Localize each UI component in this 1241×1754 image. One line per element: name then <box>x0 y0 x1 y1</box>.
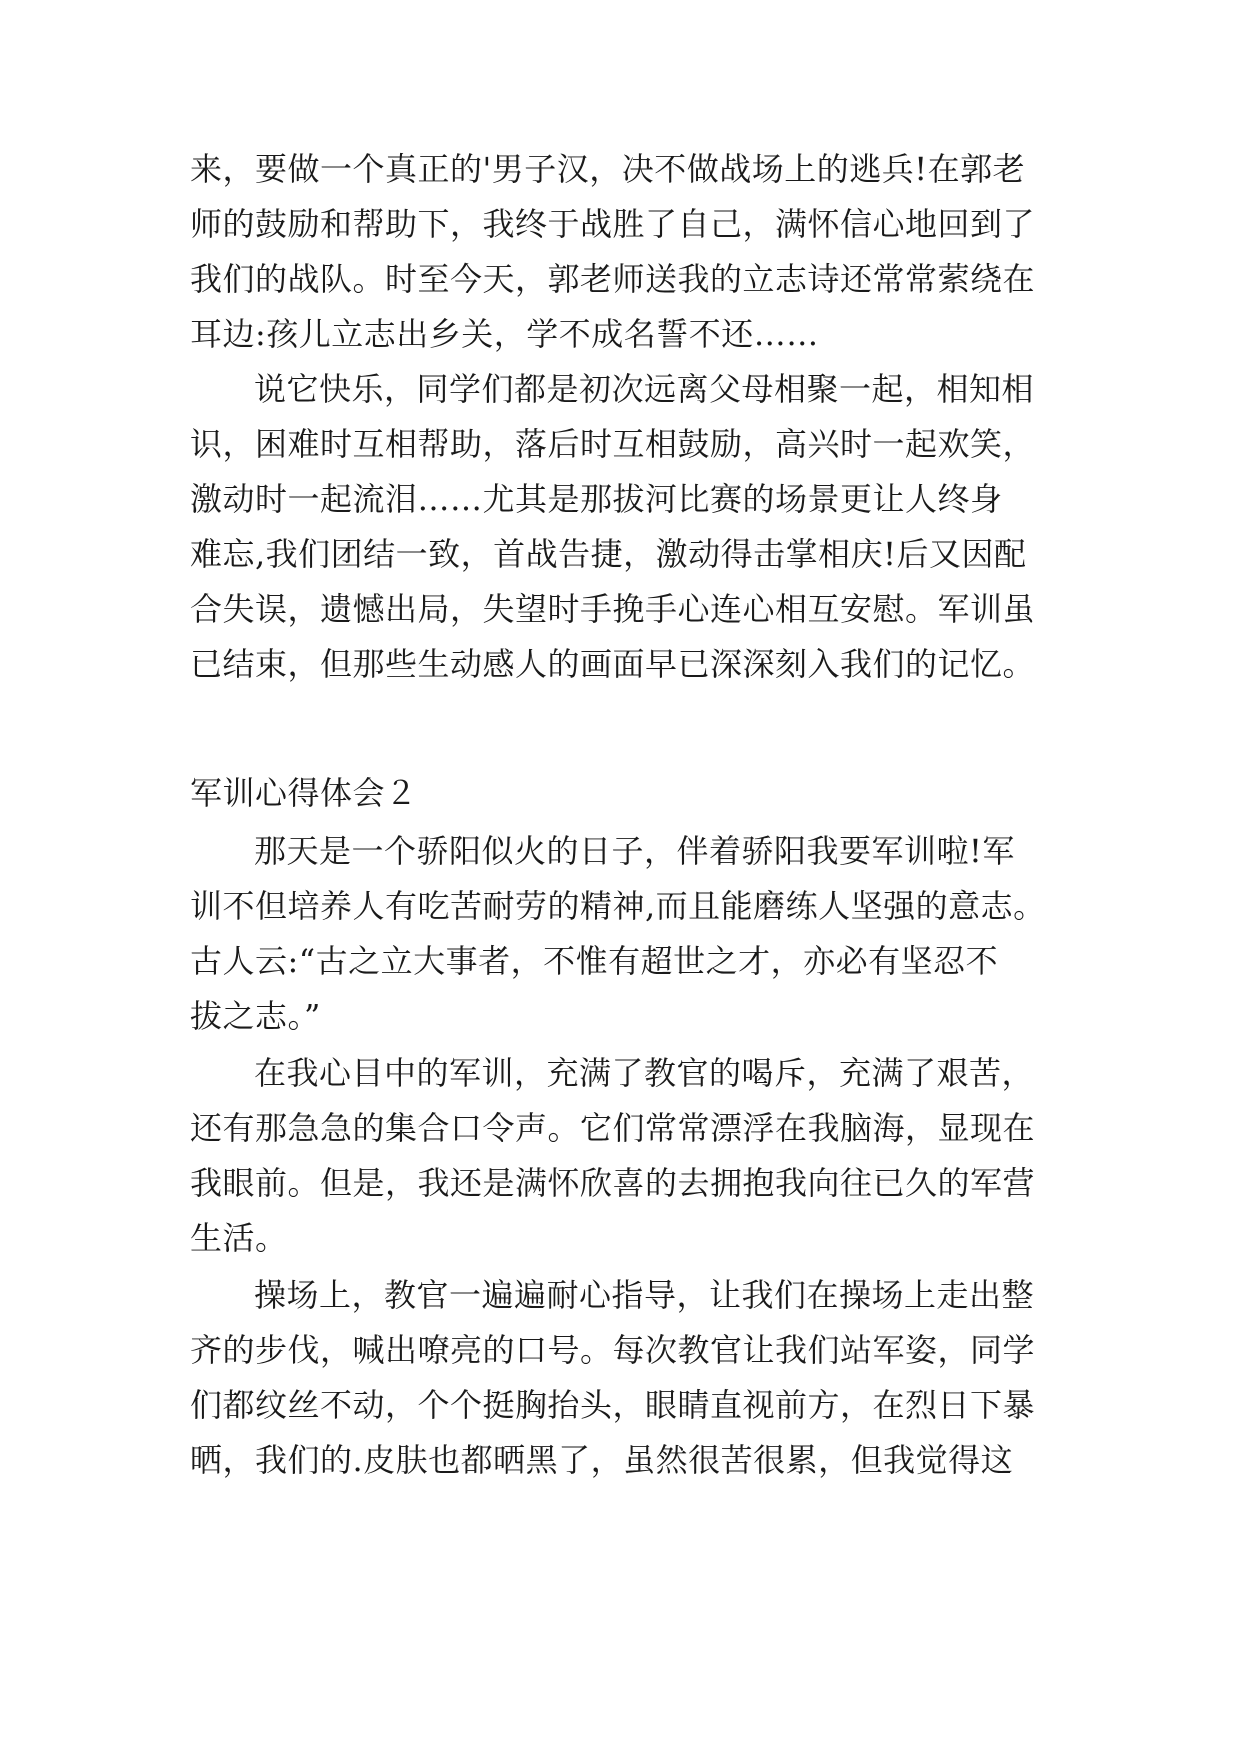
text-line: 难忘,我们团结一致，首战告捷，激动得击掌相庆!后又因配 <box>190 535 1027 573</box>
text-line: 我们的战队。时至今天，郭老师送我的立志诗还常常萦绕在 <box>190 260 1036 298</box>
text-line: 师的鼓励和帮助下，我终于战胜了自己，满怀信心地回到了 <box>190 205 1036 243</box>
text-line: 激动时一起流泪……尤其是那拔河比赛的场景更让人终身 <box>190 480 1003 518</box>
section-title: 军训心得体会２ <box>190 774 418 812</box>
text-line: 还有那急急的集合口令声。它们常常漂浮在我脑海，显现在 <box>190 1109 1036 1147</box>
text-line: 拔之志。” <box>190 997 321 1035</box>
text-line: 来，要做一个真正的'男子汉，决不做战场上的逃兵!在郭老 <box>190 150 1026 188</box>
text-line: 我眼前。但是，我还是满怀欣喜的去拥抱我向往已久的军营 <box>190 1164 1036 1202</box>
paragraph-training-ground <box>190 1268 1050 1488</box>
text-line: 操场上，教官一遍遍耐心指导，让我们在操场上走出整 <box>254 1276 1035 1314</box>
paragraph-happiness <box>190 362 1050 692</box>
text-line: 合失误，遗憾出局，失望时手挽手心连心相互安慰。军训虽 <box>190 590 1036 628</box>
text-line: 耳边:孩儿立志出乡关，学不成名誓不还…… <box>190 315 819 353</box>
text-line: 说它快乐，同学们都是初次远离父母相聚一起，相知相 <box>254 370 1035 408</box>
paragraph-intro <box>190 824 1050 1044</box>
paragraph-continuation <box>190 142 1050 362</box>
text-line: 已结束，但那些生动感人的画面早已深深刻入我们的记忆。 <box>190 645 1036 683</box>
text-line: 晒，我们的.皮肤也都晒黑了，虽然很苦很累，但我觉得这 <box>190 1441 1014 1479</box>
text-line: 识，困难时互相帮助，落后时互相鼓励，高兴时一起欢笑， <box>190 425 1036 463</box>
paragraph-expectation <box>190 1046 1050 1266</box>
text-line: 那天是一个骄阳似火的日子，伴着骄阳我要军训啦!军 <box>254 832 1015 870</box>
text-line: 生活。 <box>190 1219 288 1257</box>
text-line: 们都纹丝不动，个个挺胸抬头，眼睛直视前方，在烈日下暴 <box>190 1386 1036 1424</box>
text-line: 古人云:“古之立大事者，不惟有超世之才，亦必有坚忍不 <box>190 942 999 980</box>
text-line: 在我心目中的军训，充满了教官的喝斥，充满了艰苦， <box>254 1054 1035 1092</box>
section-heading <box>190 766 1050 821</box>
text-line: 齐的步伐，喊出嘹亮的口号。每次教官让我们站军姿，同学 <box>190 1331 1036 1369</box>
text-line: 训不但培养人有吃苦耐劳的精神,而且能磨练人坚强的意志。 <box>190 887 1046 925</box>
